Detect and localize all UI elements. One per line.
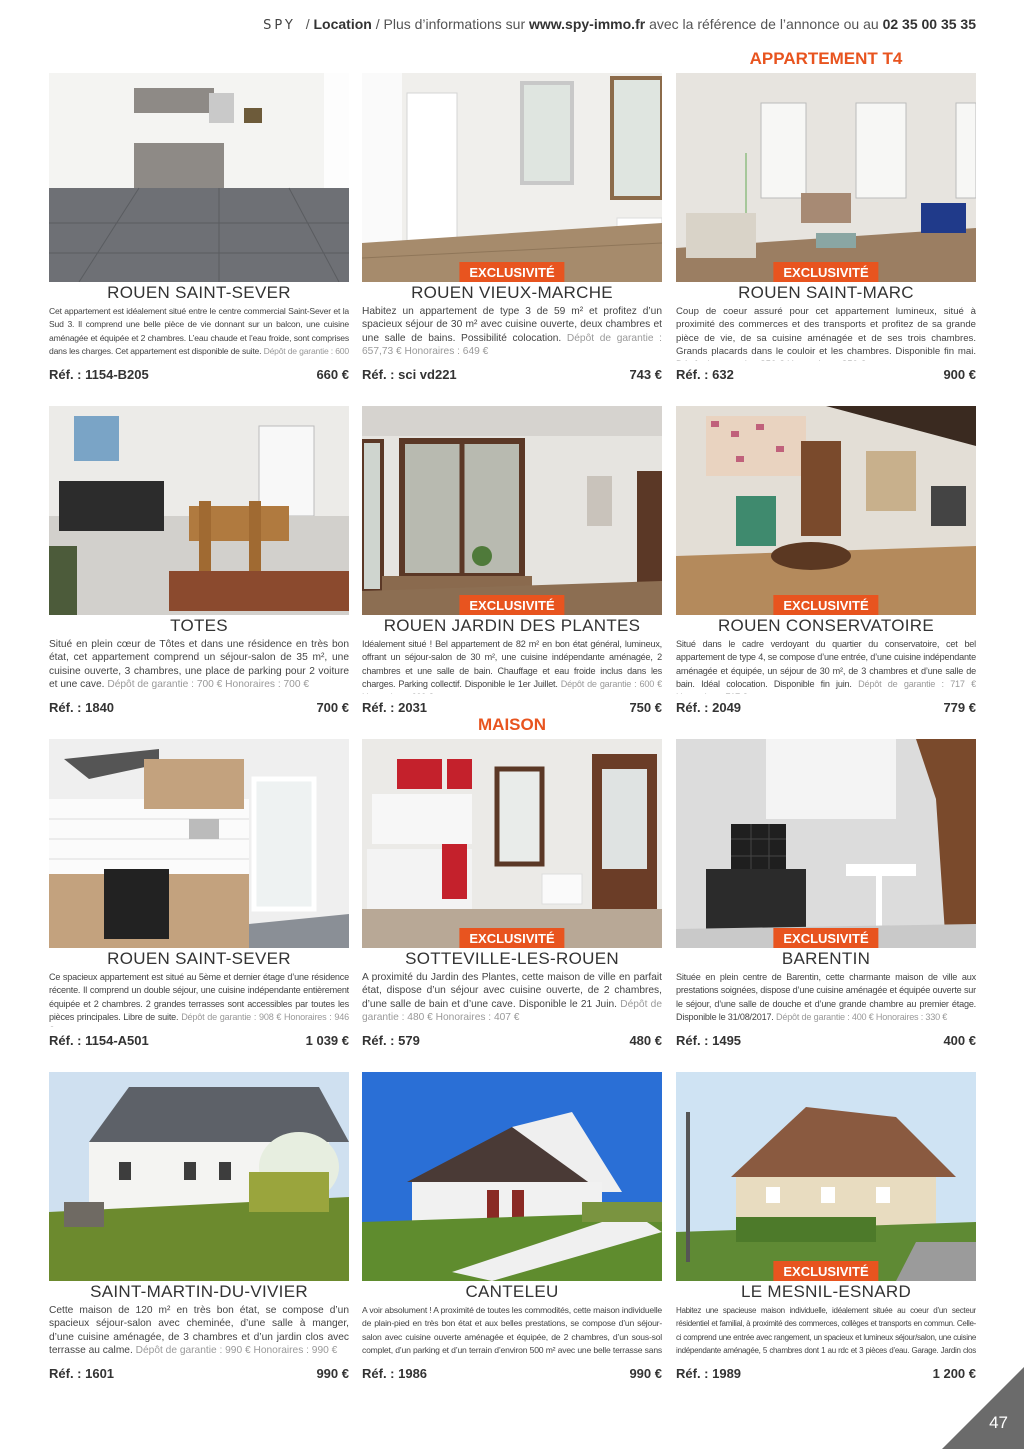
listing-price: 743 € bbox=[629, 367, 662, 382]
exclusivite-badge: EXCLUSIVITÉ bbox=[459, 262, 564, 282]
exclusivite-badge: EXCLUSIVITÉ bbox=[459, 928, 564, 948]
listing-title: LE MESNIL-ESNARD bbox=[740, 1282, 912, 1301]
listing-card[interactable] bbox=[362, 406, 662, 715]
listing-card[interactable] bbox=[676, 73, 976, 382]
listing-card[interactable] bbox=[362, 1072, 662, 1381]
exclusivite-badge: EXCLUSIVITÉ bbox=[773, 928, 878, 948]
listing-description: Idéalement situé ! Bel appartement de 82 m² en bon état général, lumineux, offrant un séjour-salon de 30 m², une cuisine indépendante aménagée, 2 chambres et une salle de bain. Chauffage et eau froide inclus dans les charges. Parking collectif. Disponible le 1er Juillet. Dépôt de garantie : 600 € bbox=[362, 639, 662, 689]
page-number: 47 bbox=[989, 1413, 1008, 1432]
listing-title: ROUEN JARDIN DES PLANTES bbox=[383, 616, 641, 635]
listing-description: Cet appartement est idéalement situé entre le centre commercial Saint-Sever et la Sud 3. Il comprend une belle pièce de vie donnant sur un balcon, une cuisine aménagée et équipée et 2 chambres. L’eau chaude et l’eau froide, sont comprises dans les charges. Cet appartement est disponible de suite. Dépôt de garantie : 600 bbox=[49, 306, 349, 356]
listing-reference: Réf. : 1840 bbox=[49, 700, 115, 715]
header-section: Location bbox=[313, 16, 372, 32]
new-house-photo bbox=[676, 1072, 976, 1281]
listing-title: ROUEN SAINT-SEVER bbox=[107, 949, 291, 968]
listing-description: A voir absolument ! A proximité de toutes les commodités, cette maison individuelle de plain-pied en très bon état et aux belles prestations, se compose d’un séjour-salon avec cuisine ouverte aménagée et équipée, de 2 chambres, d’un sous-sol complet, d’un parking et d’un terrain d’environ 500 m² avec une belle terrasse sans bbox=[362, 1305, 662, 1355]
spy-logo: SPY bbox=[263, 18, 296, 33]
listing-photo[interactable] bbox=[362, 406, 662, 615]
listing-description: Ce spacieux appartement est situé au 5ème et dernier étage d’une résidence récente. Il comprend un double séjour, une cuisine indépendante entièrement équipée et 2 chambres. 2 grandes terrasses sont accessibles par toutes les pièces principales. Libre de suite. Dépôt de garantie : 908 € Honoraires : 946 bbox=[49, 972, 349, 1022]
listing-price: 1 200 € bbox=[932, 1366, 976, 1381]
listing-photo[interactable] bbox=[49, 406, 349, 615]
listing-reference: Réf. : 1154-B205 bbox=[49, 367, 149, 382]
listing-reference: Réf. : 1989 bbox=[676, 1366, 742, 1381]
listing-description: Coup de coeur assuré pour cet appartement lumineux, situé à proximité des commerces et des transports et profitez de sa grande pièce de vie, de sa cuisine aménagée et de ses trois chambres. Grands placards dans le couloir et les chambres. Disponible fin mai. bbox=[676, 306, 976, 357]
listing-title: ROUEN SAINT-MARC bbox=[738, 283, 914, 302]
listing-photo[interactable] bbox=[362, 739, 662, 948]
exclusivite-badge: EXCLUSIVITÉ bbox=[773, 1261, 878, 1281]
listing-card[interactable] bbox=[49, 406, 349, 715]
listing-card[interactable] bbox=[49, 1072, 349, 1381]
section-title-maison: MAISON bbox=[478, 715, 546, 734]
house-garden-photo bbox=[49, 1072, 349, 1281]
listing-title: SOTTEVILLE-LES-ROUEN bbox=[405, 949, 619, 968]
listing-card[interactable] bbox=[362, 73, 662, 382]
listing-card[interactable] bbox=[49, 73, 349, 382]
dining-room-photo bbox=[49, 406, 349, 615]
exclusivite-badge: EXCLUSIVITÉ bbox=[773, 262, 878, 282]
listing-price: 400 € bbox=[943, 1033, 976, 1048]
listing-description: Habitez une spacieuse maison individuelle, idéalement située au coeur d’un secteur résidentiel et familial, à proximité des commerces, collèges et transports en commun. Celle-ci comprend une entrée avec rangement, un spacieux et lumineux séjour/salon, une cuisine indépendante aménagée, 5 chambres dont 1 au rdc et 3 pièces d’eau. Garage. Jardin clos bbox=[676, 1306, 976, 1355]
modern-kitchen-photo bbox=[49, 739, 349, 948]
page-corner bbox=[942, 1367, 1024, 1449]
listing-description: A proximité du Jardin des Plantes, cette maison de ville en parfait état, dispose d’un séjour avec cuisine ouverte, de 2 chambres, d’une salle de bain et d’une cave. Disponible le 21 Juin. Dépôt de garantie : 480 € Honoraires : 407 € bbox=[362, 972, 662, 1023]
listing-title: BARENTIN bbox=[781, 949, 871, 968]
listing-photo[interactable] bbox=[49, 1072, 349, 1281]
attic-room-photo bbox=[676, 406, 976, 615]
listing-card[interactable] bbox=[362, 739, 662, 1048]
listing-reference: Réf. : 2049 bbox=[676, 700, 742, 715]
listing-reference: Réf. : 1495 bbox=[676, 1033, 742, 1048]
page-header bbox=[263, 16, 976, 33]
listing-price: 660 € bbox=[316, 367, 349, 382]
listing-description: Situé en plein cœur de Tôtes et dans une résidence en très bon état, cet appartement comprend un séjour-salon de 35 m², une cuisine ouverte, 3 chambres, une place de parking pour 2 voiture et une cave. Dépôt de garantie : 700 € Honoraires : 700 € bbox=[49, 639, 349, 690]
listing-reference: Réf. : 579 bbox=[362, 1033, 420, 1048]
listing-card[interactable] bbox=[49, 739, 349, 1048]
listing-photo[interactable] bbox=[362, 1072, 662, 1281]
listing-price: 1 039 € bbox=[305, 1033, 349, 1048]
listing-reference: Réf. : 632 bbox=[676, 367, 734, 382]
exclusivite-badge: EXCLUSIVITÉ bbox=[773, 595, 878, 615]
listing-price: 700 € bbox=[316, 700, 349, 715]
listing-description: Situé dans le cadre verdoyant du quartier du conservatoire, cet bel appartement de type 4, se compose d’une entrée, d’une cuisine indépendante aménagée et équipée, un séjour de 30 m², de 3 chambres et d’une salle de bain. Idéal colocation. Disponible fin juin. Dépôt de garantie : 717 € bbox=[676, 639, 976, 689]
listing-card[interactable] bbox=[676, 1072, 976, 1381]
listing-title: ROUEN CONSERVATOIRE bbox=[717, 616, 935, 635]
listing-photo[interactable] bbox=[362, 73, 662, 282]
kitchen-photo bbox=[49, 73, 349, 282]
listing-price: 990 € bbox=[629, 1366, 662, 1381]
listing-photo[interactable] bbox=[676, 1072, 976, 1281]
listing-title: TOTES bbox=[170, 616, 228, 635]
listing-reference: Réf. : 1154-A501 bbox=[49, 1033, 149, 1048]
listing-photo[interactable] bbox=[676, 739, 976, 948]
listing-title: CANTELEU bbox=[465, 1282, 559, 1301]
listing-price: 779 € bbox=[943, 700, 976, 715]
header-phone[interactable]: 02 35 00 35 35 bbox=[882, 16, 976, 32]
listing-price: 900 € bbox=[943, 367, 976, 382]
listing-card[interactable] bbox=[676, 406, 976, 715]
listing-photo[interactable] bbox=[676, 73, 976, 282]
bungalow-photo bbox=[362, 1072, 662, 1281]
listing-title: ROUEN SAINT-SEVER bbox=[107, 283, 291, 302]
listing-title: SAINT-MARTIN-DU-VIVIER bbox=[90, 1282, 308, 1301]
listing-price: 480 € bbox=[629, 1033, 662, 1048]
listing-title: ROUEN VIEUX-MARCHE bbox=[411, 283, 613, 302]
section-title-appartement: APPARTEMENT T4 bbox=[749, 49, 903, 68]
exclusivite-badge: EXCLUSIVITÉ bbox=[459, 595, 564, 615]
listing-photo[interactable] bbox=[49, 73, 349, 282]
listing-description: Cette maison de 120 m² en très bon état, se compose d’un spacieux séjour-salon avec cheminée, d’une salle à manger, d’une cuisine aménagée, de 3 chambres et d’un jardin clos avec terrasse au calme. Dépôt de garantie : 990 € Honoraires : 990 € bbox=[49, 1305, 349, 1356]
listing-photo[interactable] bbox=[676, 406, 976, 615]
listing-description: Située en plein centre de Barentin, cette charmante maison de ville aux prestations soignées, dispose d’une cuisine aménagée et équipée ouverte sur le séjour, d’une salle de douche et d’une grande chambre au premier étage. Disponible le 31/08/2017. Dépôt de garantie : 400 € Honoraires : 330 € bbox=[676, 972, 976, 1022]
listing-reference: Réf. : 1986 bbox=[362, 1366, 428, 1381]
living-room-photo bbox=[362, 73, 662, 282]
listing-reference: Réf. : 1601 bbox=[49, 1366, 115, 1381]
header-website[interactable]: www.spy-immo.fr bbox=[529, 16, 646, 32]
listing-price: 750 € bbox=[629, 700, 662, 715]
listing-description: Habitez un appartement de type 3 de 59 m² et profitez d’un spacieux séjour de 30 m² avec cuisine ouverte, deux chambres et une salle de bains. Possibilité colocation. Dépôt de garantie : 657,73 € Honoraires : 649 € bbox=[362, 306, 662, 357]
header-sep-1: / bbox=[305, 16, 310, 32]
listing-reference: Réf. : sci vd221 bbox=[362, 367, 457, 382]
listing-reference: Réf. : 2031 bbox=[362, 700, 428, 715]
header-sep-2: / Plus d’informations sur bbox=[375, 16, 526, 32]
bay-window-photo bbox=[362, 406, 662, 615]
listing-price: 990 € bbox=[316, 1366, 349, 1381]
listing-photo[interactable] bbox=[49, 739, 349, 948]
studio-kitchen-photo bbox=[676, 739, 976, 948]
listing-card[interactable] bbox=[676, 739, 976, 1048]
header-middle: avec la référence de l’annonce ou au bbox=[649, 16, 879, 32]
salon-photo bbox=[676, 73, 976, 282]
house-kitchen-photo bbox=[362, 739, 662, 948]
